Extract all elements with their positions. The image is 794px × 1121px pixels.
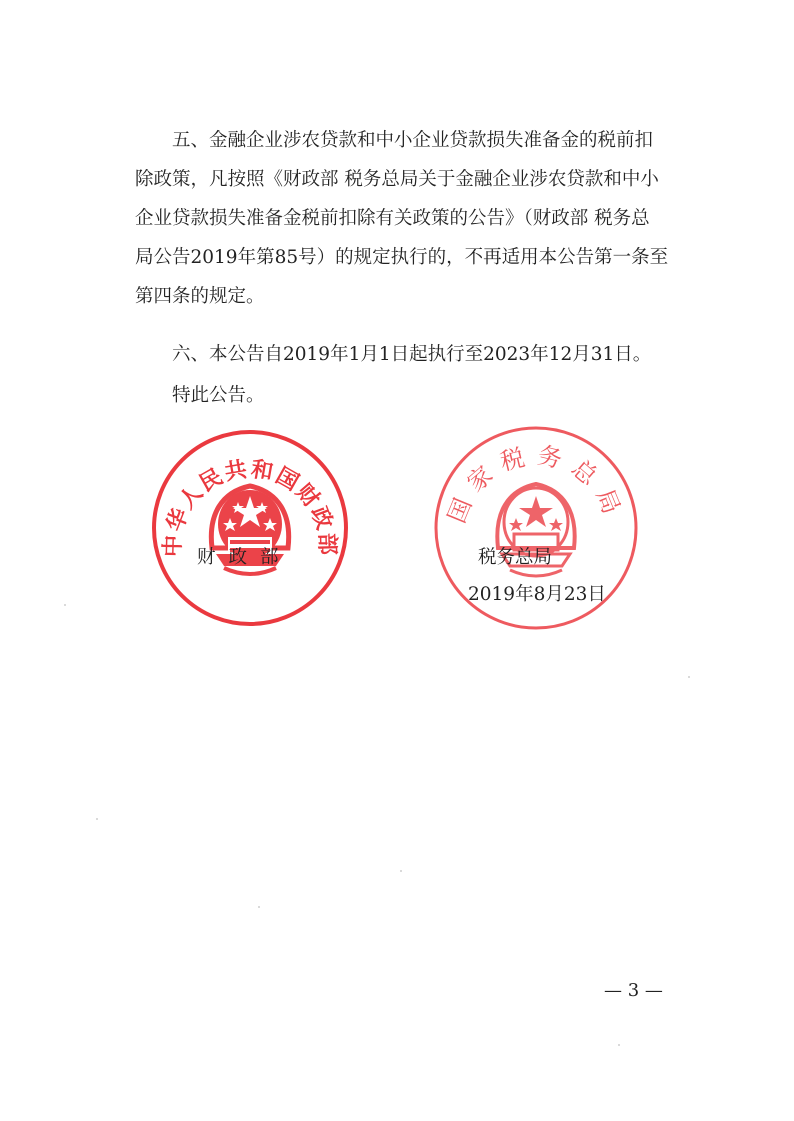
closing-line — [135, 376, 691, 415]
paragraph-5-line-4: 局公告2019年第85号）的规定执行的，不再适用本公告第一条至 — [135, 247, 669, 268]
signature-date: 2019年8月23日 — [468, 584, 606, 605]
paragraph-5-line-5: 第四条的规定。 — [135, 286, 265, 307]
mof-seal-ring-text: 中华人民共和国财政部 — [159, 456, 341, 558]
scan-speck — [64, 604, 66, 606]
paragraph-5-line-2: 除政策，凡按照《财政部 税务总局关于金融企业涉农贷款和中小 — [135, 169, 659, 190]
paragraph-5-line-3: 企业贷款损失准备金税前扣除有关政策的公告》（财政部 税务总 — [135, 208, 650, 229]
signature-mof: 财政部 — [197, 547, 292, 568]
scan-speck — [400, 870, 402, 872]
page-number: — 3 — — [604, 980, 663, 1001]
paragraph-6-text: 六、本公告自2019年1月1日起执行至2023年12月31日。 — [172, 344, 652, 365]
paragraph-6 — [135, 335, 691, 374]
scan-speck — [96, 818, 98, 820]
signature-sta: 税务总局 — [478, 547, 553, 568]
closing-text: 特此公告。 — [172, 385, 265, 406]
paragraph-5-line-1: 五、金融企业涉农贷款和中小企业贷款损失准备金的税前扣 — [172, 130, 654, 151]
sta-seal-ring-text: 国家税务总局 — [442, 441, 630, 528]
scan-speck — [688, 676, 690, 678]
scan-speck — [618, 1044, 620, 1046]
paragraph-5 — [135, 121, 691, 316]
scan-speck — [258, 906, 260, 908]
mof-seal — [150, 428, 350, 628]
